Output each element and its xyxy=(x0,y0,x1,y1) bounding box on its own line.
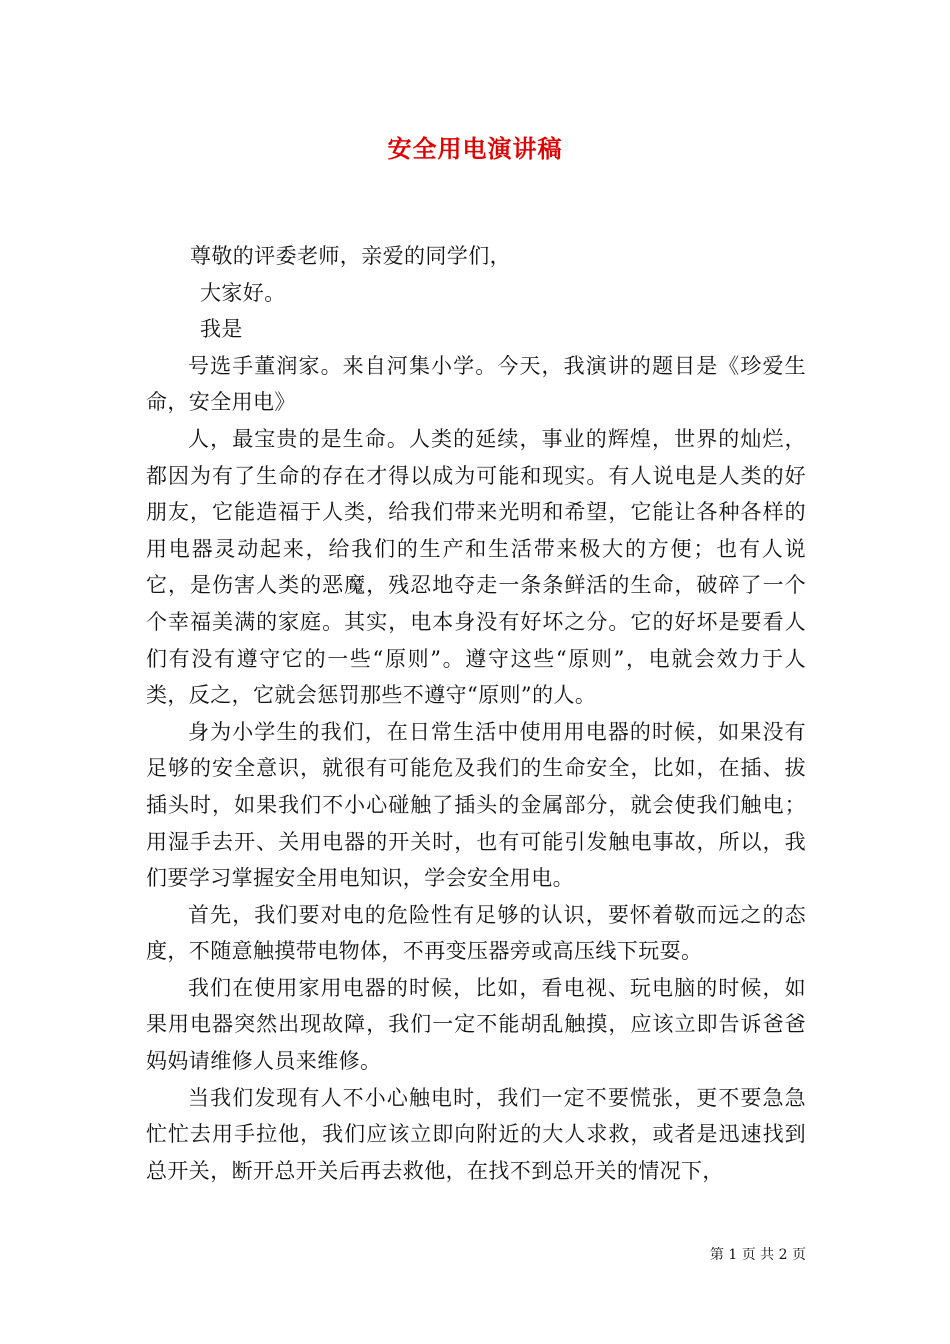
contestant-paragraph: 号选手董润家。来自河集小学。今天，我演讲的题目是《珍爱生命，安全用电》 xyxy=(146,353,806,415)
body-paragraph: 我们在使用家用电器的时候，比如，看电视、玩电脑的时候，如果用电器突然出现故障，我们一定不能胡乱触摸，应该立即告诉爸爸妈妈请维修人员来维修。 xyxy=(146,975,806,1074)
document-body xyxy=(146,238,806,1189)
greeting-paragraph: 尊敬的评委老师，亲爱的同学们， xyxy=(190,244,511,268)
page-number: 第 1 页 共 2 页 xyxy=(709,1247,806,1263)
hello-paragraph: 大家好。 xyxy=(200,280,286,305)
intro-paragraph: 我是 xyxy=(200,317,243,342)
page-title: 安全用电演讲稿 xyxy=(387,134,563,163)
body-paragraph: 首先，我们要对电的危险性有足够的认识，要怀着敬而远之的态度，不随意触摸带电物体，不再变压器旁或高压线下玩耍。 xyxy=(146,902,806,964)
body-paragraph: 当我们发现有人不小心触电时，我们一定不要慌张，更不要急急忙忙去用手拉他，我们应该立即向附近的大人求救，或者是迅速找到总开关，断开总开关后再去救他，在找不到总开关的情况下， xyxy=(146,1085,806,1183)
body-paragraph: 人，最宝贵的是生命。人类的延续，事业的辉煌，世界的灿烂，都因为有了生命的存在才得以成为可能和现实。有人说电是人类的好朋友，它能造福于人类，给我们带来光明和希望，它能让各种各样的用电器灵动起来，给我们的生产和生活带来极大的方便；也有人说它，是伤害人类的恶魔，残忍地夺走一条条鲜活的生命，破碎了一个个幸福美满的家庭。其实，电本身没有好坏之分。它的好坏是要看人们有没有遵守它的一些“原则”。遵守这些“原则”，电就会效力于人类，反之，它就会惩罚那些不遵守“原则”的人。 xyxy=(146,426,806,708)
body-paragraph: 身为小学生的我们，在日常生活中使用用电器的时候，如果没有足够的安全意识，就很有可能危及我们的生命安全，比如，在插、拔插头时，如果我们不小心碰触了插头的金属部分，就会使我们触电；用湿手去开、关用电器的开关时，也有可能引发触电事故，所以，我们要学习掌握安全用电知识，学会安全用电。 xyxy=(146,719,806,891)
